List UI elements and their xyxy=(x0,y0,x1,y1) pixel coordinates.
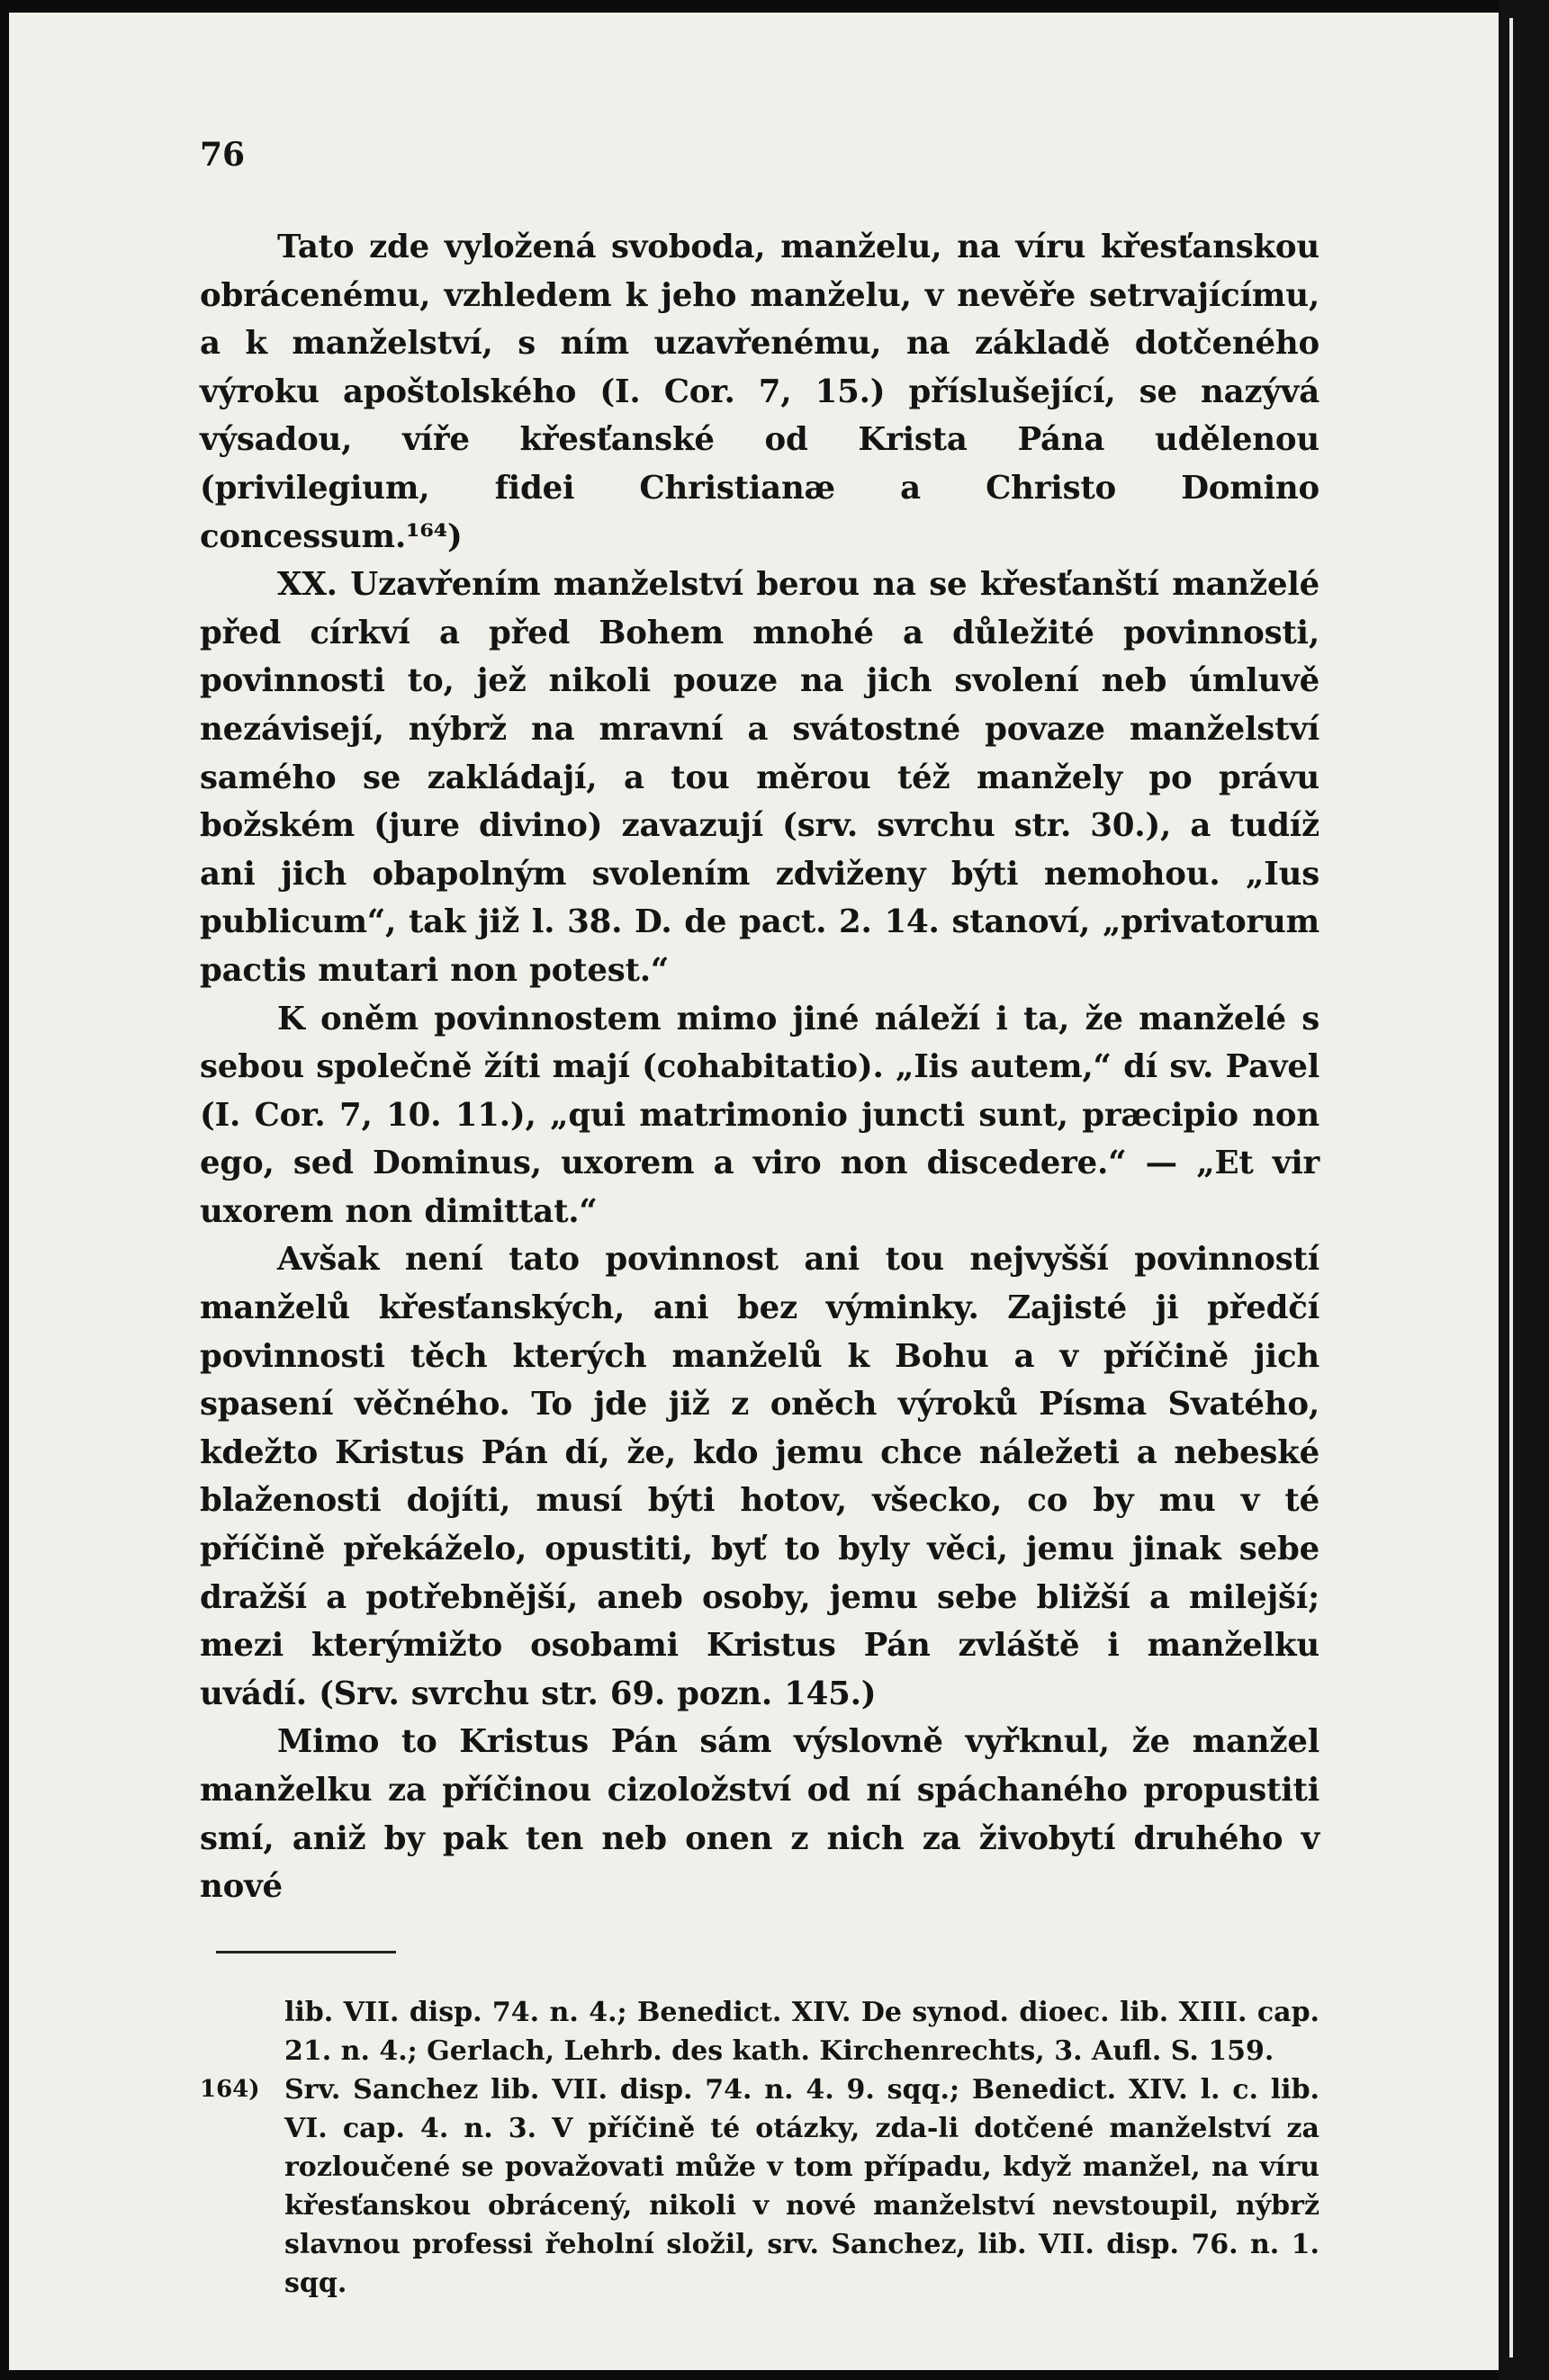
body-text xyxy=(200,223,1319,1911)
paragraph-2: XX. Uzavřením manželství berou na se křesťanští manželé před církví a před Bohem mnohé a důležité povinnosti, povinnosti to, jež nikoli pouze na jich svolení neb úmluvě nezávisejí, nýbrž na mravní a svátostné povaze manželství samého se zakládají, a tou měrou též manžely po právu božském (jure divino) zavazují (srv. svrchu str. 30.), a tudíž ani jich obapolným svolením zdviženy býti nemohou. „Ius publicum“, tak již l. 38. D. de pact. 2. 14. stanoví, „privatorum pactis mutari non potest.“ xyxy=(200,566,1319,989)
page-number: 76 xyxy=(200,136,246,174)
footnote-164-text: Srv. Sanchez lib. VII. disp. 74. n. 4. 9. sqq.; Benedict. XIV. l. c. lib. VI. cap. 4. n. 3. V příčině té otázky, zda-li dotčené manželství za rozloučené se považovati může v tom případu, když manžel, na víru křesťanskou obrácený, nikoli v nové manželství nevstoupil, nýbrž slavnou professi řeholní složil, srv. Sanchez, lib. VII. disp. 76. n. 1. sqq. xyxy=(284,2073,1319,2299)
footnote-continued xyxy=(284,1993,1319,2070)
page-content xyxy=(200,135,1319,2303)
page-edge-line xyxy=(1509,18,1513,2358)
paragraph-5: Mimo to Kristus Pán sám výslovně vyřknul, že manžel manželku za příčinou cizoložství od ní spáchaného propustiti smí, aniž by pak ten neb onen z nich za živobytí druhého v nové xyxy=(200,1723,1319,1906)
footnote-number: 164) xyxy=(200,2075,260,2103)
scan-edge xyxy=(1499,0,1549,2380)
footnote-continued-text: lib. VII. disp. 74. n. 4.; Benedict. XIV. De synod. dioec. lib. XIII. cap. 21. n. 4.; Gerlach, Lehrb. des kath. Kirchenrechts, 3. Aufl. S. 159. xyxy=(284,1996,1319,2067)
paragraph-1: Tato zde vyložená svoboda, manželu, na víru křesťanskou obrácenému, vzhledem k jeho manželu, v nevěře setrvajícímu, a k manželství, s ním uzavřenému, na základě dotčeného výroku apoštolského (I. Cor. 7, 15.) příslušející, se nazývá výsadou, víře křesťanské od Krista Pána udělenou (privilegium, fidei Christianæ a Christo Domino concessum.¹⁶⁴) xyxy=(200,229,1319,555)
footnotes xyxy=(200,1993,1319,2303)
footnote-164 xyxy=(200,2070,1319,2303)
footnote-divider xyxy=(216,1951,396,1953)
paragraph-4: Avšak není tato povinnost ani tou nejvyšší povinností manželů křesťanských, ani bez výminky. Zajisté ji předčí povinnosti těch kterých manželů k Bohu a v příčině jich spasení věčného. To jde již z oněch výroků Písma Svatého, kdežto Kristus Pán dí, že, kdo jemu chce náležeti a nebeské blaženosti dojíti, musí býti hotov, všecko, co by mu v té příčině překáželo, opustiti, byť to byly věci, jemu jinak sebe dražší a potřebnější, aneb osoby, jemu sebe bližší a milejší; mezi kterýmižto osobami Kristus Pán zvláště i manželku uvádí. (Srv. svrchu str. 69. pozn. 145.) xyxy=(200,1241,1319,1712)
paragraph-3: K oněm povinnostem mimo jiné náleží i ta, že manželé s sebou společně žíti mají (cohabitatio). „Iis autem,“ dí sv. Pavel (I. Cor. 7, 10. 11.), „qui matrimonio juncti sunt, præcipio non ego, sed Dominus, uxorem a viro non discedere.“ — „Et vir uxorem non dimittat.“ xyxy=(200,1000,1319,1230)
